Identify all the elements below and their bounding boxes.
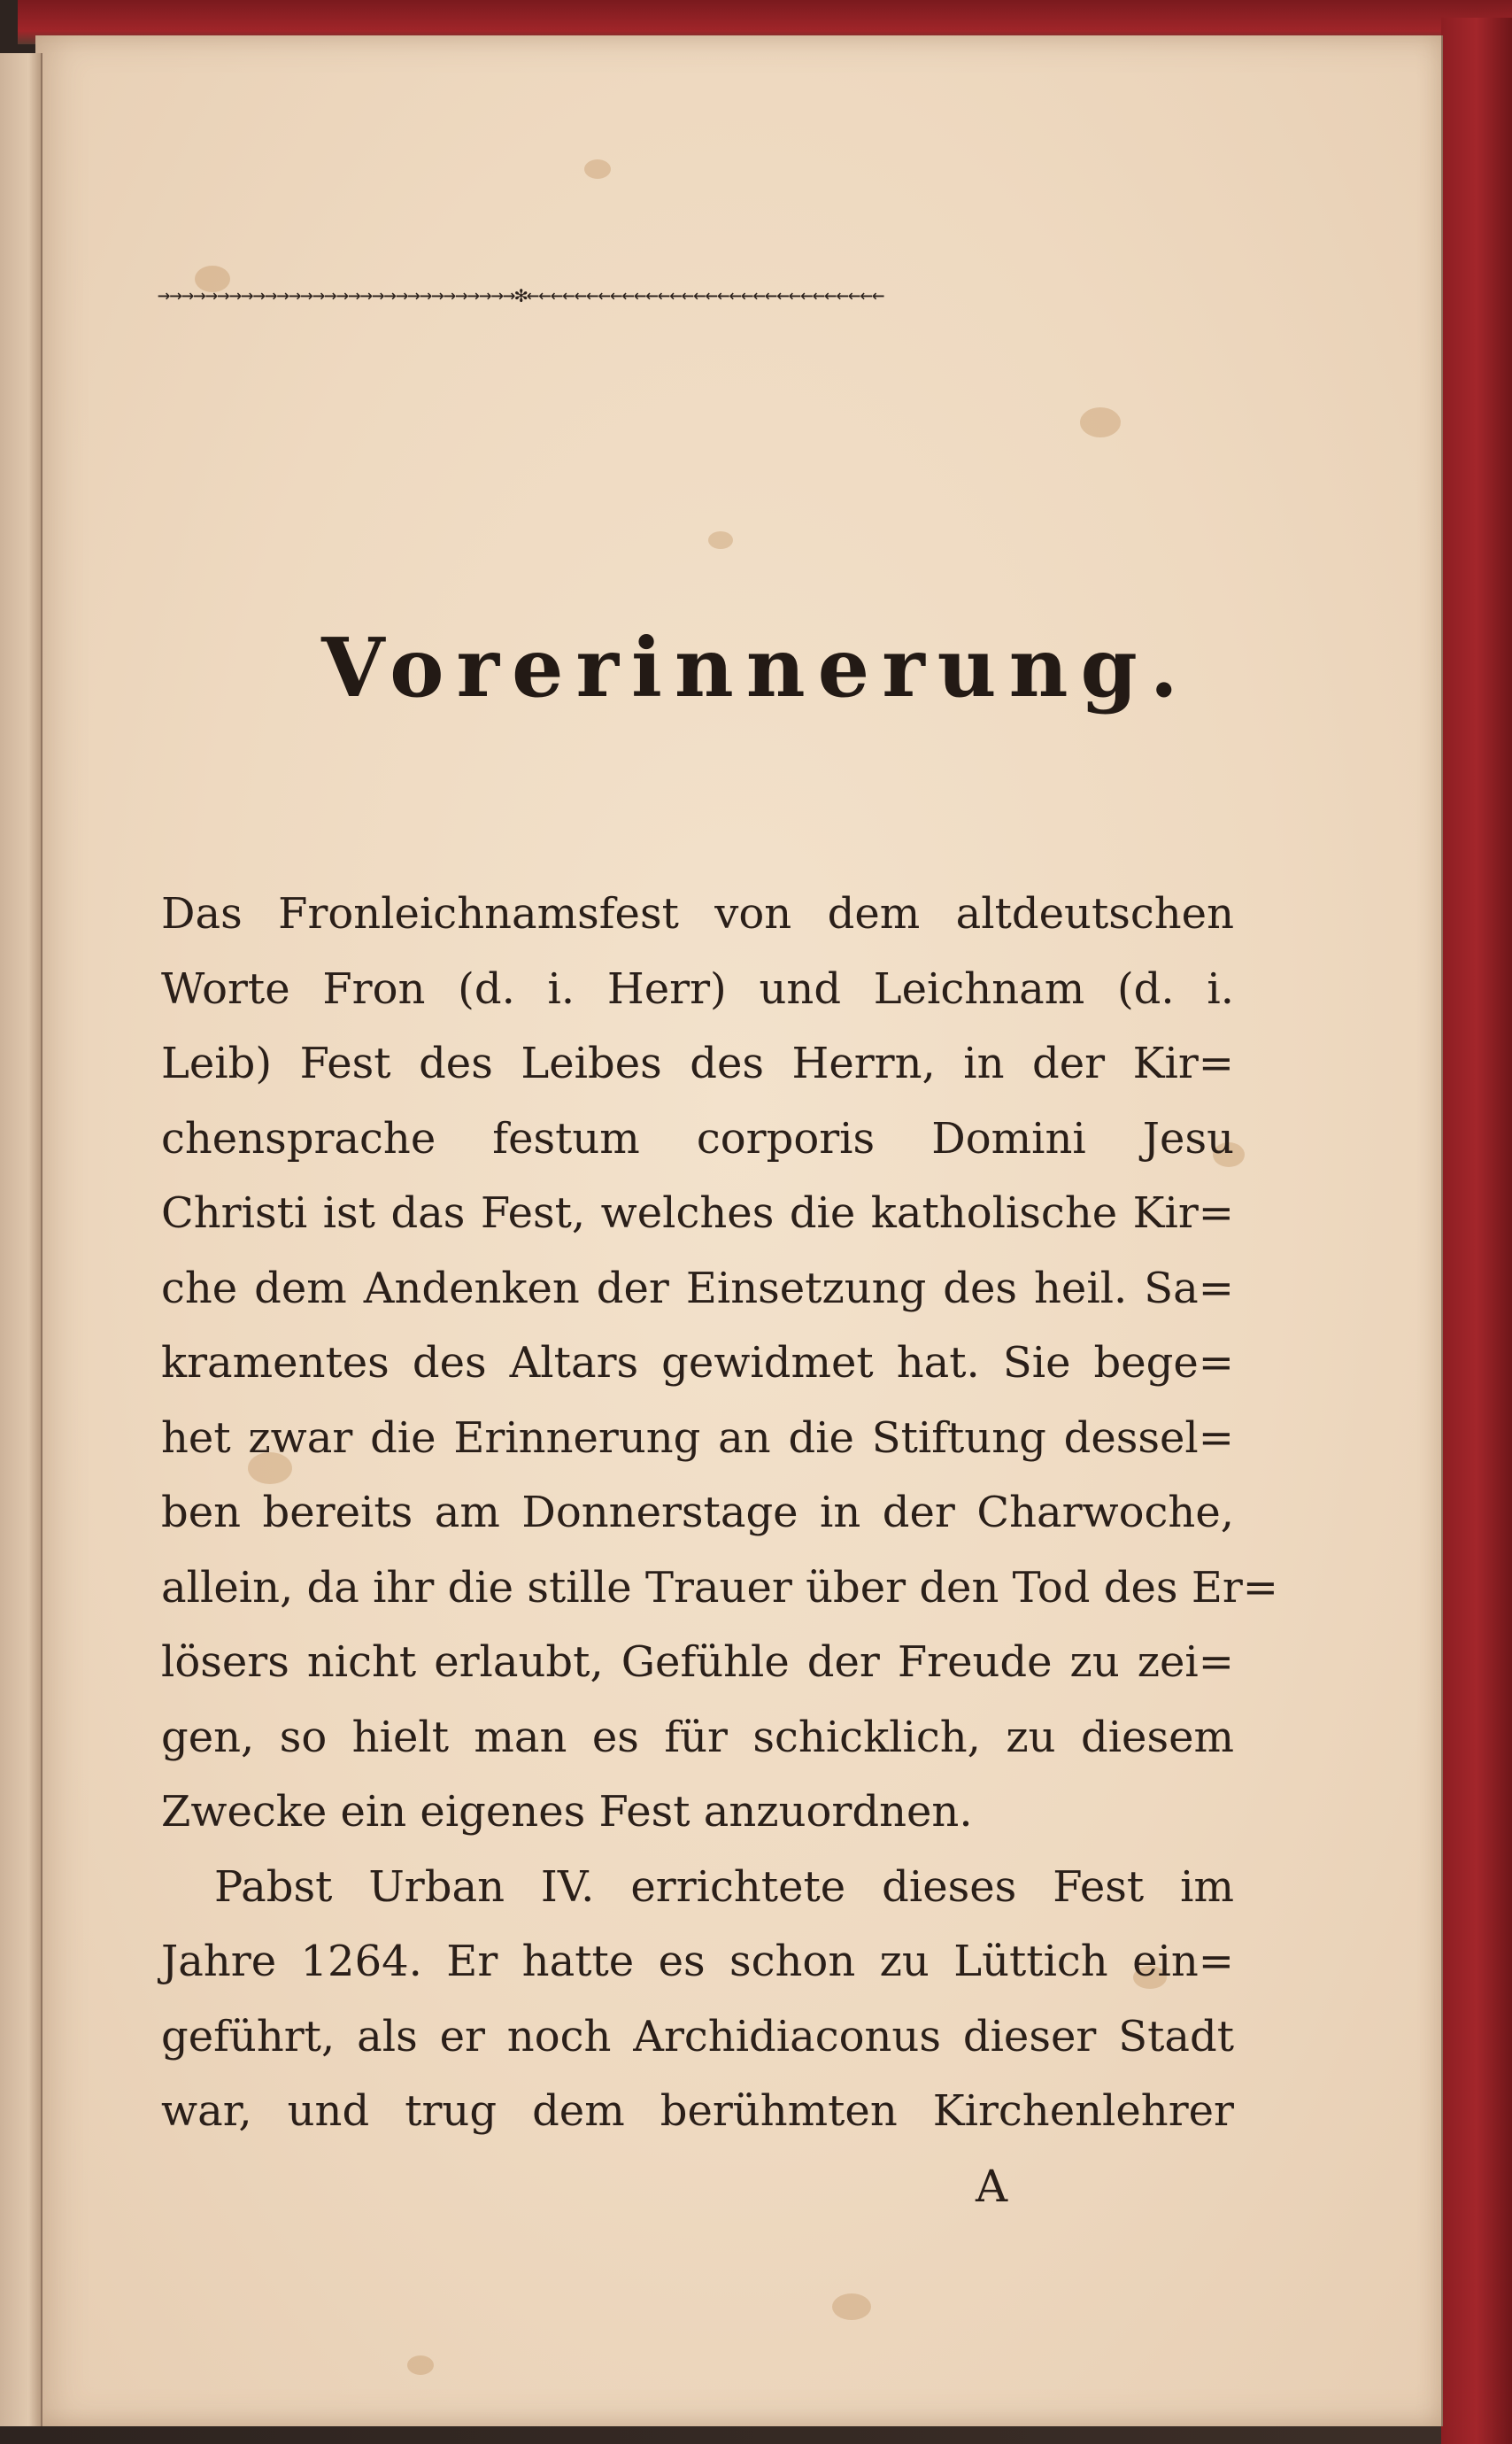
text-line: Worte Fron (d. i. Herr) und Leichnam (d. i.: [161, 963, 1234, 1014]
text-line: Zwecke ein eigenes Fest anzuordnen.: [161, 1787, 973, 1837]
text-line: war, und trug dem berühmten Kirchenlehrer: [161, 2086, 1234, 2136]
text-line: che dem Andenken der Einsetzung des heil. Sa=: [161, 1263, 1234, 1313]
paragraph-1: [161, 877, 1279, 1850]
text-line: kramentes des Altars gewidmet hat. Sie bege=: [161, 1338, 1234, 1388]
text-line: Das Fronleichnamsfest von dem altdeutschen: [161, 889, 1234, 939]
text-line: het zwar die Erinnerung an die Stiftung dessel=: [161, 1412, 1234, 1463]
text-line: Leib) Fest des Leibes des Herrn, in der Kir=: [161, 1039, 1234, 1088]
chapter-title: Vorerinnerung.: [321, 620, 1191, 715]
book-cover-spine: [1441, 18, 1512, 2444]
text-line: allein, da ihr die stille Trauer über den Tod des Er=: [161, 1562, 1279, 1613]
body-text: [161, 877, 1279, 2149]
left-page-edge: [0, 53, 42, 2426]
signature-mark: A: [975, 2161, 1008, 2212]
text-line: geführt, als er noch Archidiaconus dieser Stadt: [161, 2011, 1234, 2061]
text-line: Pabst Urban IV. errichtete dieses Fest im: [214, 1861, 1234, 1912]
paragraph-2: [161, 1850, 1234, 2149]
text-line: gen, so hielt man es für schicklich, zu diesem: [161, 1712, 1234, 1762]
text-line: chensprache festum corporis Domini Jesu: [161, 1113, 1234, 1164]
text-line: Jahre 1264. Er hatte es schon zu Lüttich ein=: [161, 1937, 1234, 1986]
header-ornament: →→→→→→→→→→→→→→→→→→→→→→→→→→→→→→✻←←←←←←←←←←←←←←←←←←←←←←←←←←←←←←: [158, 282, 884, 307]
text-line: lösers nicht erlaubt, Gefühle der Freude zu zei=: [161, 1637, 1234, 1687]
text-line: Christi ist das Fest, welches die katholische Kir=: [161, 1188, 1234, 1238]
text-line: ben bereits am Donnerstage in der Charwoche,: [161, 1488, 1234, 1537]
